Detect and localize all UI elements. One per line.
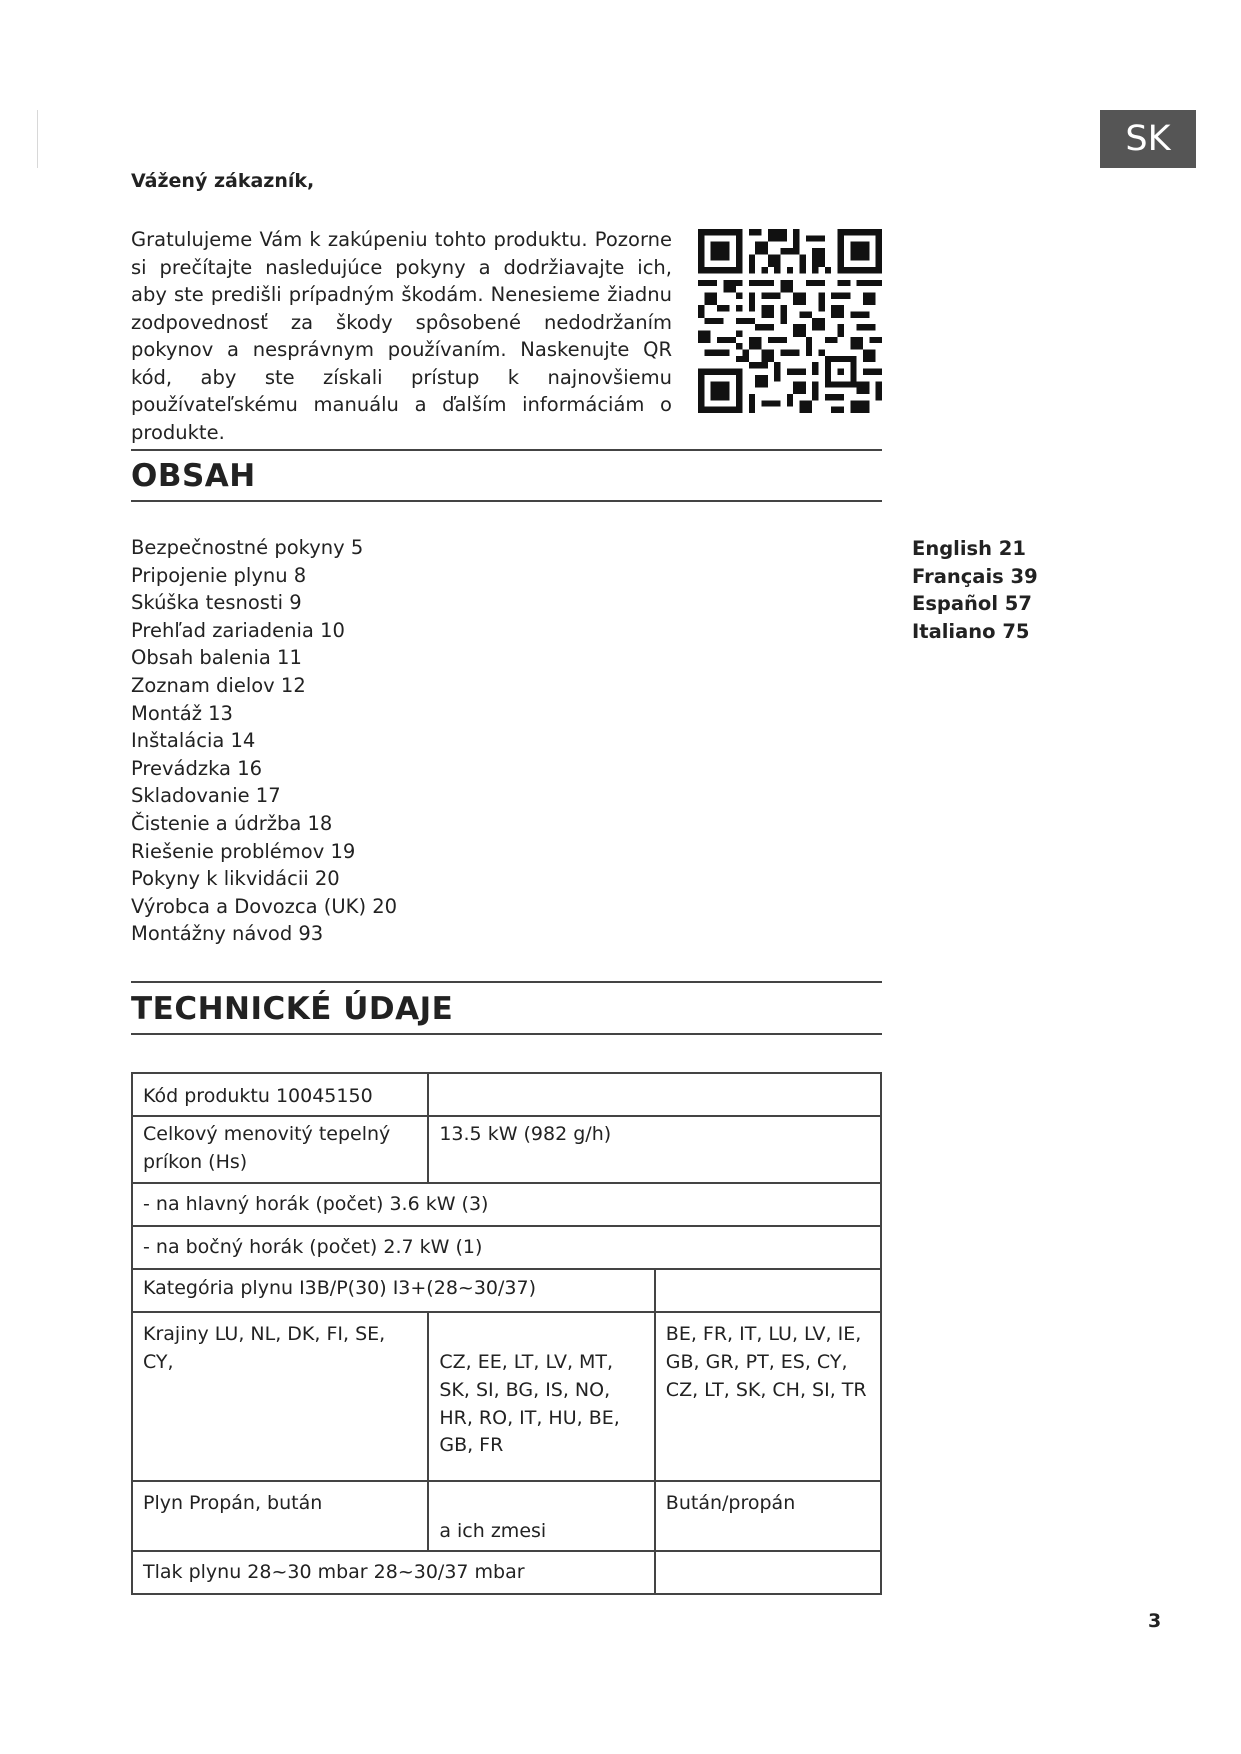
countries-label-cell: Krajiny LU, NL, DK, FI, SE, CY, (132, 1312, 428, 1481)
empty-cell (655, 1551, 881, 1594)
toc-item: Riešenie problémov 19 (131, 839, 356, 863)
language-entry-spanish: Español 57 (912, 592, 1032, 616)
gas-category-cell: Kategória plynu I3B/P(30) I3+(28~30/37) (132, 1269, 655, 1312)
language-entry-english: English 21 (912, 537, 1026, 560)
toc-item: Prevádzka 16 (131, 756, 263, 780)
table-of-contents (131, 534, 397, 948)
table-row (132, 1183, 881, 1226)
table-row (132, 1226, 881, 1269)
toc-item: Bezpečnostné pokyny 5 (131, 536, 364, 559)
contents-rule-bottom (131, 500, 882, 502)
toc-item: Čistenie a údržba 18 (131, 811, 333, 835)
table-row (132, 1116, 881, 1183)
specs-rule-bottom (131, 1033, 882, 1035)
empty-cell (428, 1073, 881, 1116)
toc-item: Montáž 13 (131, 701, 233, 725)
toc-item: Zoznam dielov 12 (131, 673, 306, 697)
qr-code-icon (698, 229, 882, 413)
toc-item: Montážny návod 93 (131, 922, 324, 946)
countries-col3-cell: BE, FR, IT, LU, LV, IE, GB, GR, PT, ES, CY, CZ, LT, SK, CH, SI, TR (655, 1312, 881, 1481)
contents-title: OBSAH (131, 458, 256, 494)
countries-col2-cell: CZ, EE, LT, LV, MT, SK, SI, BG, IS, NO, HR, RO, IT, HU, BE, GB, FR (428, 1312, 654, 1481)
greeting: Vážený zákazník, (131, 170, 315, 192)
language-entry-italian: Italiano 75 (912, 619, 1030, 643)
table-row (132, 1312, 881, 1481)
toc-item: Skladovanie 17 (131, 784, 281, 808)
toc-item: Pripojenie plynu 8 (131, 563, 307, 587)
toc-item: Obsah balenia 11 (131, 646, 302, 670)
toc-item: Skúška tesnosti 9 (131, 591, 302, 615)
specs-table (131, 1072, 882, 1595)
specs-rule-top (131, 981, 882, 983)
intro-paragraph: Gratulujeme Vám k zakúpeniu tohto produktu. Pozorne si prečítajte nasledujúce pokyny a dodržiavajte ich, aby ste predišli prípadným škodám. Nenesieme žiadnu zodpovednosť za škody spôsobené nedodržaním pokynov a nesprávnym používaním. Naskenujte QR kód, aby ste získali prístup k najnovšiemu používateľskému manuálu a ďalším informáciám o produkte. (131, 228, 672, 444)
language-index (912, 535, 1038, 645)
language-entry-french: Français 39 (912, 564, 1038, 588)
heat-input-value: 13.5 kW (982 g/h) (428, 1116, 881, 1183)
table-row (132, 1551, 881, 1594)
table-row (132, 1269, 881, 1312)
page-edge-mark (37, 110, 38, 168)
table-row (132, 1073, 881, 1116)
gas-label-cell: Plyn Propán, bután (132, 1481, 428, 1551)
toc-item: Inštalácia 14 (131, 729, 256, 753)
contents-rule-top (131, 449, 882, 451)
toc-item: Pokyny k likvidácii 20 (131, 867, 340, 891)
main-burner-cell: - na hlavný horák (počet) 3.6 kW (3) (132, 1183, 881, 1226)
gas-col3-cell: Bután/propán (655, 1481, 881, 1551)
toc-item: Výrobca a Dovozca (UK) 20 (131, 894, 398, 918)
gas-col2-cell: a ich zmesi (428, 1481, 654, 1551)
table-row (132, 1481, 881, 1551)
side-burner-cell: - na bočný horák (počet) 2.7 kW (1) (132, 1226, 881, 1269)
product-code-cell: Kód produktu 10045150 (132, 1073, 428, 1116)
language-badge: SK (1100, 110, 1196, 168)
heat-input-label: Celkový menovitý tepelný príkon (Hs) (132, 1116, 428, 1183)
page-number: 3 (1148, 1610, 1162, 1632)
specs-title: TECHNICKÉ ÚDAJE (131, 991, 454, 1027)
toc-item: Prehľad zariadenia 10 (131, 618, 345, 642)
gas-pressure-cell: Tlak plynu 28~30 mbar 28~30/37 mbar (132, 1551, 655, 1594)
empty-cell (655, 1269, 881, 1312)
